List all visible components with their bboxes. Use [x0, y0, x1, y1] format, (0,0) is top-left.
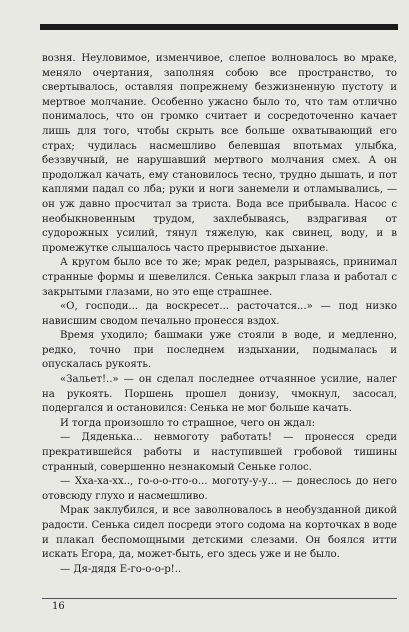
- paragraph: — Дяденька... невмоготу работать! — пронесся среди прекратившейся работы и наступившей гробовой тишины странный, совершенно незнакомый Сеньке голос.: [42, 432, 397, 473]
- paragraph: возня. Неуловимое, изменчивое, слепое волновалось во мраке, меняло очертания, заполняя собою все пространство, то свертывалось, оставляя попрежнему безжизненную пустоту и мертвое молчание. Особенно ужасно было то, что там отлично понималось, что он громко считает и сосредоточенно качает лишь для того, чтобы скрыть все больше охватывающий его страх; чудилась насмешливо белевшая впотьмах улыбка, беззвучный, не нарушавший мертвого молчания смех. А он продолжал качать, ему становилось тесно, трудно дышать, и пот каплями падал со лба; руки и ноги занемели и отламывались, — он уж давно просчитал за триста. Вода все прибывала. Насос с необыкновенным трудом, захлебываясь, вздрагивая от судорожных усилий, тянул тяжелую, как свинец, воду, и в промежутке слышалось часто прерывистое дыхание.: [42, 53, 397, 254]
- paragraph: Мрак заклубился, и все заволновалось в необузданной дикой радости. Сенька сидел посреди этого содома на корточках в воде и плакал беспомощными детскими слезами. Он боялся итти искать Егора, да, может-быть, его здесь уже и не было.: [42, 505, 397, 561]
- page-number: 16: [52, 601, 65, 612]
- paragraph: «О, господи... да воскресет... расточатся...» — под низко нависшим сводом печально пронесся вздох.: [42, 301, 397, 327]
- paragraph: Время уходило; башмаки уже стояли в воде, и медленно, редко, точно при последнем издыхании, подымалась и опускалась рукоять.: [42, 330, 397, 371]
- paragraph: — Хха-ха-хх.., го-о-о-гго-о... моготу-у-у... — донеслось до него отовсюду глухо и насмешливо.: [42, 476, 397, 502]
- paragraph: — Дя-дядя Е-го-о-о-р!..: [60, 563, 182, 575]
- footer-rule: [42, 598, 397, 599]
- paragraph: А кругом было все то же; мрак редел, разрываясь, принимал странные формы и шевелился. Сенька закрыл глаза и работал с закрытыми глазами, но это еще страшнее.: [42, 257, 397, 298]
- paragraph: «Зальет!..» — он сделал последнее отчаянное усилие, налег на рукоять. Поршень прошел донизу, чмокнул, засосал, подергался и остановился: Сенька не мог больше качать.: [42, 374, 397, 415]
- body-text: [42, 52, 397, 577]
- top-rule: [40, 24, 398, 30]
- paragraph: И тогда произошло то страшное, чего он ждал:: [60, 417, 315, 429]
